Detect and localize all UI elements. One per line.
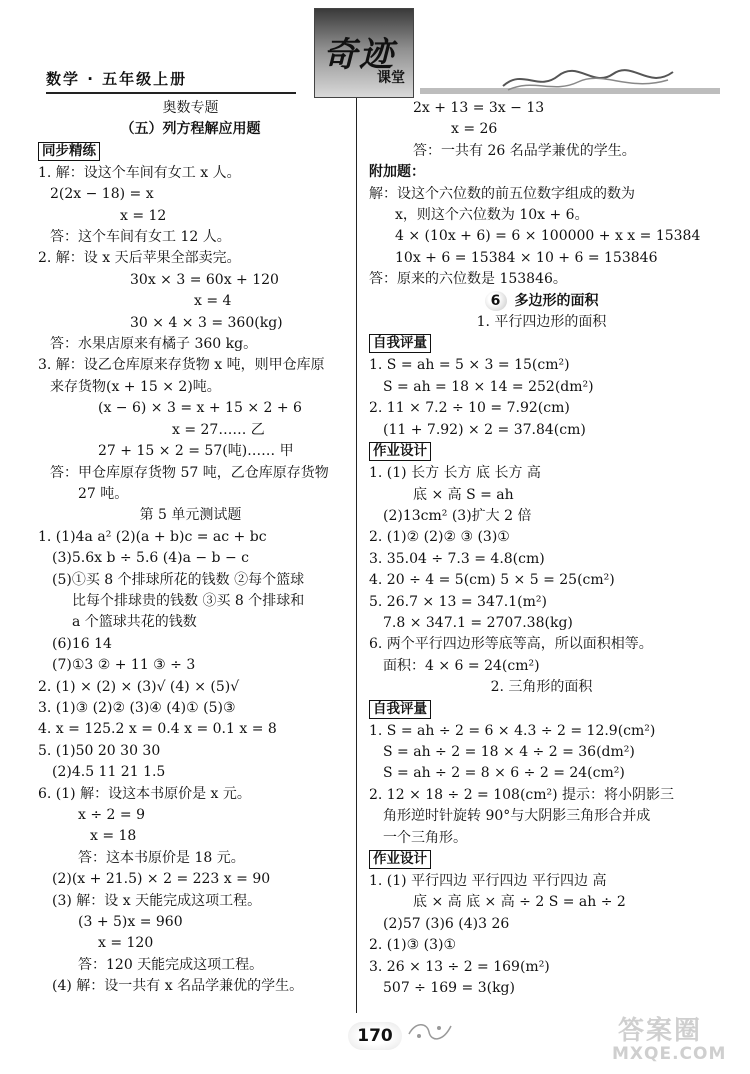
section-tag: 自我评量 — [369, 334, 431, 353]
page-number: 170 — [348, 1022, 402, 1050]
right-column-line: 1. 平行四边形的面积 — [476, 314, 607, 331]
left-column-line: (2)(x + 21.5) × 2 = 223 x = 90 — [52, 871, 271, 888]
column-divider — [356, 98, 357, 1013]
page-header — [0, 0, 750, 100]
left-column-line: 6. (1) 解：设这本书原价是 x 元。 — [38, 785, 251, 802]
left-column-line: (6)16 14 — [52, 635, 112, 652]
right-column — [369, 98, 714, 999]
section-tag: 同步精练 — [38, 142, 100, 161]
left-column-line: 来存货物(x + 15 × 2)吨。 — [50, 378, 221, 395]
left-column-line: x = 18 — [90, 828, 137, 845]
left-column-line: 奥数专题 — [162, 100, 219, 116]
right-column-line: 1. S = ah = 5 × 3 = 15(cm²) — [369, 357, 570, 374]
section-tag: 自我评量 — [369, 700, 431, 719]
section-tag: 作业设计 — [369, 442, 431, 461]
left-column-line: 4. x = 125.2 x = 0.4 x = 0.1 x = 8 — [38, 721, 277, 738]
left-column-line: 1. 解：设这个车间有女工 x 人。 — [38, 164, 241, 181]
left-column-line: 5. (1)50 20 30 30 — [38, 742, 161, 759]
right-column-line: (11 + 7.92) × 2 = 37.84(cm) — [383, 421, 586, 438]
left-column-line: 答：这本书原价是 18 元。 — [78, 849, 245, 866]
right-column-line: (2)57 (3)6 (4)3 26 — [383, 915, 510, 932]
logo-main-text: 奇迹 — [323, 35, 395, 75]
left-column-line: 3. 解：设乙仓库原来存货物 x 吨，则甲仓库原 — [38, 357, 325, 374]
left-column-line: 答：这个车间有女工 12 人。 — [50, 229, 231, 246]
right-column-line: 2. (1)② (2)② ③ (3)① — [369, 529, 510, 546]
left-column-line: x = 12 — [120, 207, 167, 224]
left-column-line: (3 + 5)x = 960 — [78, 914, 183, 931]
right-column-line: 3. 26 × 13 ÷ 2 = 169(m²) — [369, 958, 550, 975]
right-column-line: 2. (1)③ (3)① — [369, 937, 457, 954]
right-column-line: 1. (1) 平行四边 平行四边 平行四边 高 — [369, 873, 607, 889]
left-column — [38, 98, 343, 998]
section-title-text: 多边形的面积 — [514, 292, 599, 309]
header-rule — [46, 92, 296, 94]
left-column-line: 比每个排球贵的钱数 ③买 8 个排球和 — [72, 592, 305, 609]
left-column-line: 1. (1)4a a² (2)(a + b)c = ac + bc — [38, 528, 267, 545]
left-column-line: (3) 解：设 x 天能完成这项工程。 — [52, 892, 262, 909]
right-column-line: x，则这个六位数为 10x + 6。 — [395, 207, 589, 224]
left-column-line: 答：水果店原来有橘子 360 kg。 — [50, 336, 258, 353]
section-tag: 作业设计 — [369, 850, 431, 869]
right-column-line: (2)13cm² (3)扩大 2 倍 — [383, 507, 532, 524]
right-column-line: 4 × (10x + 6) = 6 × 100000 + x x = 15384 — [395, 228, 701, 245]
left-column-line: 答：120 天能完成这项工程。 — [78, 956, 264, 973]
right-column-line: 面积：4 × 6 = 24(cm²) — [383, 657, 540, 674]
left-column-line: 30 × 4 × 3 = 360(kg) — [130, 314, 283, 331]
left-column-line: 答：甲仓库原存货物 57 吨，乙仓库原存货物 — [50, 464, 329, 481]
right-column-line: 4. 20 ÷ 4 = 5(cm) 5 × 5 = 25(cm²) — [369, 572, 615, 589]
left-column-line: (4) 解：设一共有 x 名品学兼优的学生。 — [52, 978, 304, 995]
right-column-line: 1. S = ah ÷ 2 = 6 × 4.3 ÷ 2 = 12.9(cm²) — [369, 722, 656, 739]
watermark-logo: 答案圈 — [618, 1016, 703, 1046]
right-column-line: 底 × 高 S = ah — [413, 486, 514, 503]
left-column-line — [38, 141, 343, 163]
right-column-line: 附加题： — [369, 164, 425, 181]
brand-logo — [314, 8, 414, 98]
left-column-line: (2)4.5 11 21 1.5 — [52, 764, 166, 781]
left-column-line: 27 + 15 × 2 = 57(吨)…… 甲 — [98, 443, 294, 460]
right-column-line: S = ah ÷ 2 = 18 × 4 ÷ 2 = 36(dm²) — [383, 743, 635, 760]
right-column-line: 答：原来的六位数是 153846。 — [369, 271, 567, 288]
right-column-line — [369, 699, 714, 721]
right-column-line: 底 × 高 底 × 高 ÷ 2 S = ah ÷ 2 — [413, 894, 626, 911]
left-column-line: 第 5 单元测试题 — [139, 507, 242, 524]
right-column-line: 解：设这个六位数的前五位数字组成的数为 — [369, 185, 635, 202]
left-column-line: 30x × 3 = 60x + 120 — [130, 271, 279, 288]
right-column-line: 2. 11 × 7.2 ÷ 10 = 7.92(cm) — [369, 400, 570, 417]
right-column-line: 5. 26.7 × 13 = 347.1(m²) — [369, 593, 547, 610]
right-column-line — [369, 333, 714, 355]
right-column-line: 2. 12 × 18 ÷ 2 = 108(cm²) 提示：将小阴影三 — [369, 786, 675, 803]
left-column-line: 3. (1)③ (2)② (3)④ (4)① (5)③ — [38, 699, 236, 716]
left-column-line: 2(2x − 18) = x — [50, 186, 154, 203]
left-column-line: (5)①买 8 个排球所花的钱数 ②每个篮球 — [52, 571, 305, 588]
left-column-line: a 个篮球共花的钱数 — [72, 614, 197, 631]
right-column-line — [369, 849, 714, 871]
right-column-line: 一个三角形。 — [383, 829, 467, 846]
right-column-line: 7.8 × 347.1 = 2707.38(kg) — [383, 614, 573, 631]
right-column-line: 2x + 13 = 3x − 13 — [413, 100, 545, 116]
left-column-line: 2. 解：设 x 天后苹果全部卖完。 — [38, 250, 241, 267]
right-column-line: 角形逆时针旋转 90°与大阴影三角形合并成 — [383, 808, 651, 825]
right-column-line: 答：一共有 26 名品学兼优的学生。 — [413, 142, 636, 159]
section-number-badge: 6 — [485, 291, 507, 311]
left-column-line: (x − 6) × 3 = x + 15 × 2 + 6 — [98, 400, 302, 417]
right-column-line: S = ah = 18 × 14 = 252(dm²) — [383, 378, 594, 395]
right-column-line: 2. 三角形的面积 — [490, 679, 593, 696]
left-column-line: 27 吨。 — [78, 485, 129, 502]
left-column-line: x = 27…… 乙 — [172, 421, 265, 438]
right-column-line: 1. (1) 长方 长方 底 长方 高 — [369, 465, 541, 482]
left-column-line: (3)5.6x b ÷ 5.6 (4)a − b − c — [52, 550, 249, 567]
watermark-url: MXQE.COM — [612, 1044, 727, 1064]
right-column-line — [369, 291, 714, 312]
left-column-line: (7)①3 ② + 11 ③ ÷ 3 — [52, 657, 196, 674]
left-column-line: 2. (1) × (2) × (3)√ (4) × (5)√ — [38, 678, 240, 695]
right-column-line: 6. 两个平行四边形等底等高，所以面积相等。 — [369, 636, 653, 653]
page-flourish-icon — [405, 1016, 455, 1046]
left-column-line: x = 4 — [194, 293, 232, 310]
right-column-line: 3. 35.04 ÷ 7.3 = 4.8(cm) — [369, 550, 545, 567]
right-column-line: S = ah ÷ 2 = 8 × 6 ÷ 2 = 24(cm²) — [383, 765, 625, 782]
right-column-line: 10x + 6 = 15384 × 10 + 6 = 153846 — [395, 249, 658, 266]
left-column-line: x = 120 — [98, 935, 154, 952]
right-column-line — [369, 441, 714, 463]
left-column-line: （五）列方程解应用题 — [120, 121, 261, 138]
right-column-line: 507 ÷ 169 = 3(kg) — [383, 980, 515, 997]
subject-title: 数学 · 五年级上册 — [46, 70, 188, 88]
logo-sub-text: 课堂 — [377, 70, 405, 86]
right-column-line: x = 26 — [451, 121, 498, 138]
watermark — [600, 1010, 745, 1070]
header-ornament-icon — [498, 66, 678, 94]
left-column-line: x ÷ 2 = 9 — [78, 807, 145, 823]
